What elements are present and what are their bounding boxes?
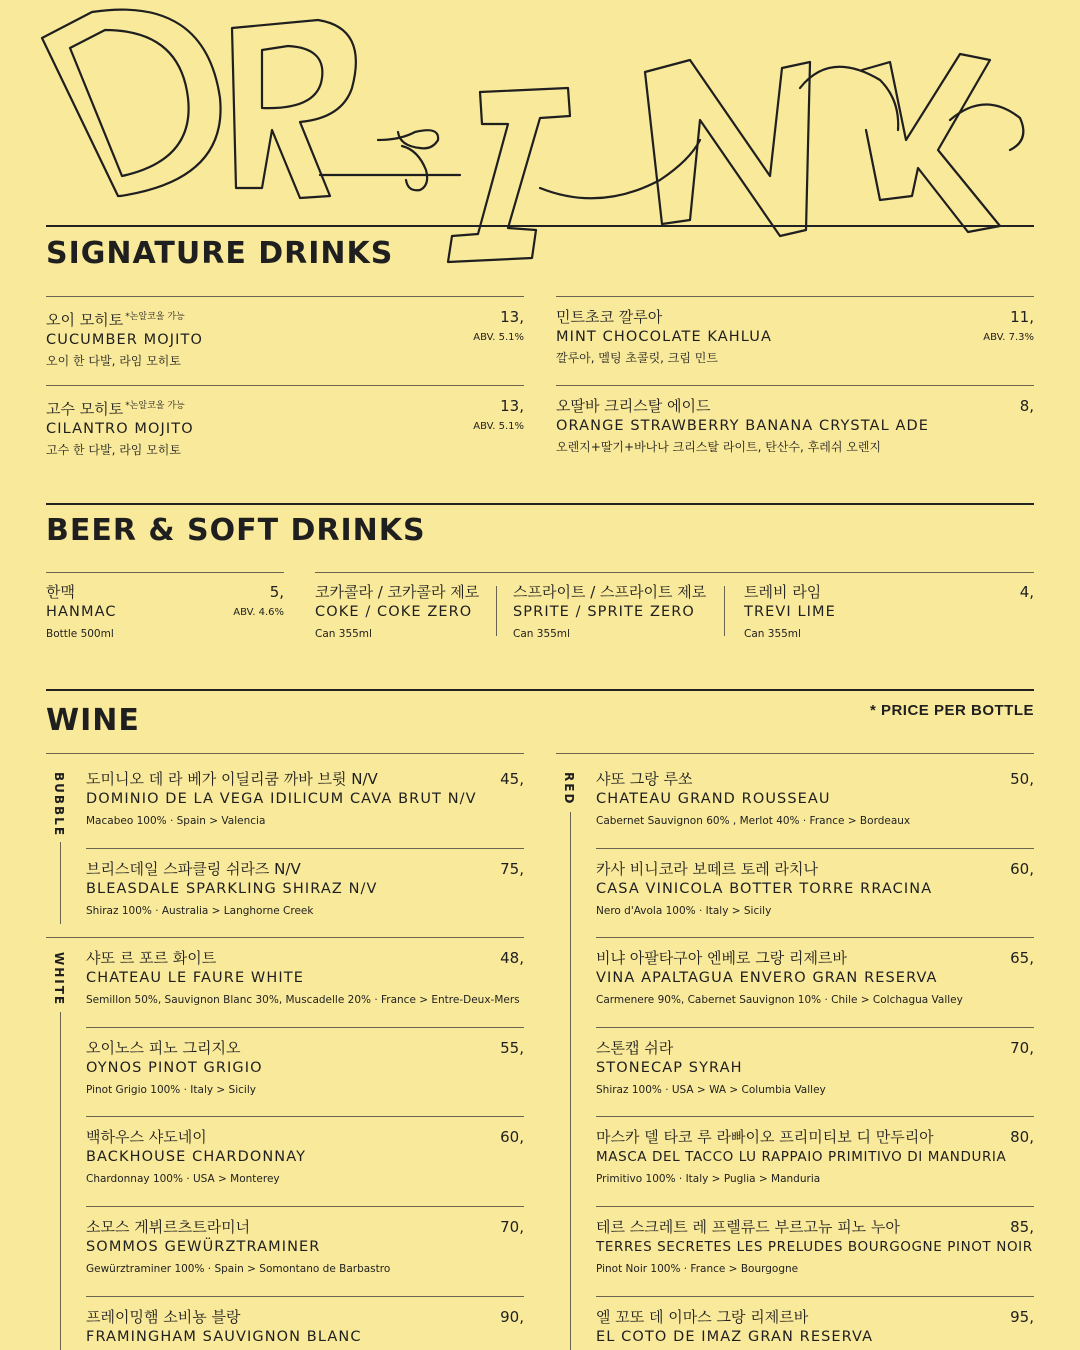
wine-item — [86, 1128, 524, 1188]
wine-english-name: CHATEAU GRAND ROUSSEAU — [596, 791, 831, 807]
wine-item — [596, 1308, 1034, 1348]
item-price: 8, — [1019, 397, 1034, 415]
wine-price: 60, — [1010, 860, 1034, 878]
wine-item — [596, 860, 1034, 920]
wine-korean-name: 카사 비니코라 보떼르 토레 라치나 — [596, 860, 818, 878]
item-english-name: HANMAC — [46, 604, 117, 620]
menu-item-crystal-ade — [556, 397, 1034, 457]
wine-item — [596, 949, 1034, 1009]
item-description: 오이 한 다발, 라임 모히토 — [46, 354, 181, 368]
wine-korean-name: 브리스데일 스파클링 쉬라즈 N/V — [86, 860, 301, 878]
wine-korean-name: 오이노스 피노 그리지오 — [86, 1039, 241, 1057]
item-korean-name: 고수 모히토 — [46, 400, 124, 418]
wine-grape-origin: Shiraz 100% · USA > WA > Columbia Valley — [596, 1084, 826, 1096]
item-english-name: MINT CHOCOLATE KAHLUA — [556, 329, 772, 345]
menu-item-hanmac — [46, 583, 284, 643]
wine-price: 80, — [1010, 1128, 1034, 1146]
wine-english-name: OYNOS PINOT GRIGIO — [86, 1060, 263, 1076]
wine-section-title: WINE — [46, 703, 140, 738]
wine-price: 55, — [500, 1039, 524, 1057]
wine-english-name: VINA APALTAGUA ENVERO GRAN RESERVA — [596, 970, 938, 986]
item-korean-name: 코카콜라 / 코카콜라 제로 — [315, 583, 480, 601]
wine-korean-name: 소모스 게뷔르츠트라미너 — [86, 1218, 251, 1236]
wine-item — [86, 1308, 524, 1348]
wine-price: 60, — [500, 1128, 524, 1146]
wine-price: 70, — [500, 1218, 524, 1236]
item-volume: Can 355ml — [315, 628, 372, 640]
item-english-name: ORANGE STRAWBERRY BANANA CRYSTAL ADE — [556, 418, 930, 434]
wine-korean-name: 프레이밍햄 소비뇽 블랑 — [86, 1308, 241, 1326]
item-volume: Can 355ml — [744, 628, 801, 640]
wine-grape-origin: Primitivo 100% · Italy > Puglia > Manduria — [596, 1173, 821, 1185]
wine-item — [86, 1039, 524, 1099]
wine-item — [596, 770, 1034, 830]
wine-english-name: FRAMINGHAM SAUVIGNON BLANC — [86, 1329, 362, 1345]
wine-item — [86, 770, 524, 830]
item-english-name: CUCUMBER MOJITO — [46, 332, 204, 348]
item-price: 13, — [500, 397, 524, 415]
wine-korean-name: 비냐 아팔타구아 엔베로 그랑 리제르바 — [596, 949, 847, 967]
menu-item-coke — [315, 583, 485, 643]
wine-price: 50, — [1010, 770, 1034, 788]
category-label-red: RED — [562, 772, 576, 806]
item-abv: ABV. 4.6% — [233, 607, 284, 618]
item-english-name: CILANTRO MOJITO — [46, 421, 194, 437]
wine-english-name: CASA VINICOLA BOTTER TORRE RRACINA — [596, 881, 933, 897]
wine-grape-origin: Pinot Grigio 100% · Italy > Sicily — [86, 1084, 256, 1096]
non-alcohol-tag: *논알코올 가능 — [125, 401, 185, 411]
wine-english-name: BLEASDALE SPARKLING SHIRAZ N/V — [86, 881, 378, 897]
item-abv: ABV. 5.1% — [473, 421, 524, 432]
wine-english-name: SOMMOS GEWÜRZTRAMINER — [86, 1239, 321, 1255]
item-korean-name: 오딸바 크리스탈 에이드 — [556, 397, 711, 415]
wine-english-name: CHATEAU LE FAURE WHITE — [86, 970, 304, 986]
item-abv: ABV. 5.1% — [473, 332, 524, 343]
category-label-white: WHITE — [52, 952, 66, 1007]
item-price: 13, — [500, 308, 524, 326]
wine-price: 45, — [500, 770, 524, 788]
wine-grape-origin: Pinot Noir 100% · France > Bourgogne — [596, 1263, 799, 1275]
wine-price: 90, — [500, 1308, 524, 1326]
wine-english-name: MASCA DEL TACCO LU RAPPAIO PRIMITIVO DI MANDURIA — [596, 1149, 1007, 1165]
drink-headline-lettering — [0, 0, 1080, 275]
wine-english-name: STONECAP SYRAH — [596, 1060, 743, 1076]
wine-price: 48, — [500, 949, 524, 967]
wine-korean-name: 스톤캡 쉬라 — [596, 1039, 674, 1057]
wine-grape-origin: Chardonnay 100% · USA > Monterey — [86, 1173, 280, 1185]
item-price: 5, — [269, 583, 284, 601]
wine-item — [596, 1128, 1034, 1188]
category-label-bubble: BUBBLE — [52, 772, 66, 838]
wine-english-name: TERRES SECRETES LES PRELUDES BOURGOGNE PINOT NOIR — [596, 1239, 1033, 1255]
wine-item — [86, 1218, 524, 1278]
wine-price: 70, — [1010, 1039, 1034, 1057]
wine-grape-origin: Nero d'Avola 100% · Italy > Sicily — [596, 905, 772, 917]
item-price: 4, — [1019, 583, 1034, 601]
item-korean-name: 트레비 라임 — [744, 583, 822, 601]
wine-english-name: EL COTO DE IMAZ GRAN RESERVA — [596, 1329, 874, 1345]
wine-grape-origin: Macabeo 100% · Spain > Valencia — [86, 815, 266, 827]
item-price: 11, — [1010, 308, 1034, 326]
menu-item-sprite — [513, 583, 713, 643]
item-description: 고수 한 다발, 라임 모히토 — [46, 443, 181, 457]
item-english-name: SPRITE / SPRITE ZERO — [513, 604, 695, 620]
item-description: 오렌지+딸기+바나나 크리스탈 라이트, 탄산수, 후레쉬 오렌지 — [556, 440, 882, 454]
price-per-bottle-note: * PRICE PER BOTTLE — [869, 702, 1034, 719]
wine-item — [596, 1039, 1034, 1099]
wine-korean-name: 도미니오 데 라 베가 이딜리쿰 까바 브륏 N/V — [86, 770, 378, 788]
item-description: 깔루아, 멜팅 초콜릿, 크림 민트 — [556, 351, 718, 365]
item-korean-name: 오이 모히토 — [46, 311, 124, 329]
item-abv: ABV. 7.3% — [983, 332, 1034, 343]
beer-section-title: BEER & SOFT DRINKS — [46, 513, 426, 548]
menu-item-mint-chocolate-kahlua — [556, 308, 1034, 368]
wine-price: 95, — [1010, 1308, 1034, 1326]
wine-grape-origin: Gewürztraminer 100% · Spain > Somontano de Barbastro — [86, 1263, 391, 1275]
wine-korean-name: 테르 스크레트 레 프렐류드 부르고뉴 피노 누아 — [596, 1218, 900, 1236]
wine-grape-origin: Cabernet Sauvignon 60% , Merlot 40% · France > Bordeaux — [596, 815, 911, 827]
item-volume: Can 355ml — [513, 628, 570, 640]
wine-item — [86, 860, 524, 920]
item-korean-name: 한맥 — [46, 583, 75, 601]
wine-english-name: DOMINIO DE LA VEGA IDILICUM CAVA BRUT N/V — [86, 791, 477, 807]
item-english-name: COKE / COKE ZERO — [315, 604, 473, 620]
item-korean-name: 스프라이트 / 스프라이트 제로 — [513, 583, 707, 601]
wine-korean-name: 백하우스 샤도네이 — [86, 1128, 207, 1146]
wine-korean-name: 샤또 그랑 루쏘 — [596, 770, 693, 788]
wine-grape-origin: Semillon 50%, Sauvignon Blanc 30%, Muscadelle 20% · France > Entre-Deux-Mers — [86, 994, 520, 1006]
menu-item-cilantro-mojito — [46, 397, 524, 460]
wine-item — [86, 949, 524, 1009]
item-volume: Bottle 500ml — [46, 628, 114, 640]
wine-price: 65, — [1010, 949, 1034, 967]
item-korean-name: 민트초코 깔루아 — [556, 308, 663, 326]
wine-item — [596, 1218, 1034, 1278]
wine-korean-name: 엘 꼬또 데 이마스 그랑 리제르바 — [596, 1308, 809, 1326]
item-english-name: TREVI LIME — [744, 604, 836, 620]
menu-item-cucumber-mojito — [46, 308, 524, 371]
menu-item-trevi-lime — [744, 583, 1034, 643]
wine-price: 85, — [1010, 1218, 1034, 1236]
wine-english-name: BACKHOUSE CHARDONNAY — [86, 1149, 307, 1165]
wine-korean-name: 마스카 델 타코 루 라빠이오 프리미티보 디 만두리아 — [596, 1128, 934, 1146]
non-alcohol-tag: *논알코올 가능 — [125, 312, 185, 322]
wine-grape-origin: Carmenere 90%, Cabernet Sauvignon 10% · Chile > Colchagua Valley — [596, 994, 963, 1006]
wine-grape-origin: Shiraz 100% · Australia > Langhorne Creek — [86, 905, 314, 917]
wine-price: 75, — [500, 860, 524, 878]
wine-korean-name: 샤또 르 포르 화이트 — [86, 949, 217, 967]
signature-section-title: SIGNATURE DRINKS — [46, 236, 394, 271]
